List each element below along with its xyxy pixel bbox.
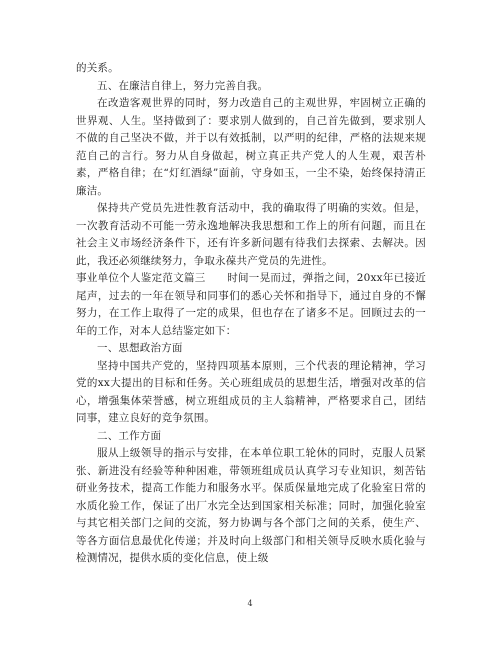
paragraph-worldview: 在改造客观世界的同时，努力改造自己的主观世界，牢固树立正确的世界观、人生。坚持做到了：要求别人做到的，自己首先做到，要求别人不做的自己坚决不做，并于以有效抵制，以严明的纪律，严格的法规来规范自己的言行。努力从自身做起，树立真正共产党人的人生观，艰苦朴素，严格自律；在“灯红酒绿”面前，守身如玉，一尘不染，始终保持清正廉洁。 — [76, 97, 426, 197]
paragraph-work: 服从上级领导的指示与安排，在本单位职工轮休的同时，克服人员紧张、新进没有经验等种种困难，带领班组成员认真学习专业知识，刻苦钻研业务技术，提高工作能力和服务水平。保质保量地完成了化验室日常的水质化验工作，保证了出厂水完全达到国家相关标准；同时，加强化验室与其它相关部门之间的交流，努力协调与各个部门之间的关系，使生产、等各方面信息最优化传递；并及时向上级部门和相关领导反映水质化验与检测情况，提供水质的变化信息，使上级 — [76, 447, 426, 564]
paragraph-education-activity: 保持共产党员先进性教育活动中，我的确取得了明确的实效。但是，一次教育活动不可能一劳永逸地解决我思想和工作上的所有问题，而且在社会主义市场经济条件下，还有许多新问题有待我们去探索、去解决。因此，我还必须继续努力，争取永葆共产党员的先进性。 — [76, 202, 426, 267]
paragraph-continuation: 的关系。 — [76, 62, 119, 74]
document-body — [76, 60, 426, 568]
paragraph-sample-three-intro: 事业单位个人鉴定范文篇三 时间一晃而过，弹指之间，20xx年已接近尾声，过去的一年在领导和同事们的悉心关怀和指导下，通过自身的不懈努力，在工作上取得了一定的成果，但也存在了诸多不足。回顾过去的一年的工作，对本人总结鉴定如下： — [76, 272, 426, 337]
section-heading-work: 二、工作方面 — [97, 429, 162, 442]
section-heading-self-discipline: 五、在廉洁自律上，努力完善自我。 — [97, 79, 269, 92]
section-heading-political: 一、思想政治方面 — [97, 342, 183, 354]
page-number: 4 — [247, 599, 253, 608]
paragraph-political: 坚持中国共产党的，坚持四项基本原则，三个代表的理论精神，学习党的xx大提出的目标和任务。关心班组成员的思想生活，增强对改革的信心，增强集体荣誉感，树立班组成员的主人翁精神，严格要求自己，团结同事，建立良好的竞争氛围。 — [76, 359, 426, 424]
